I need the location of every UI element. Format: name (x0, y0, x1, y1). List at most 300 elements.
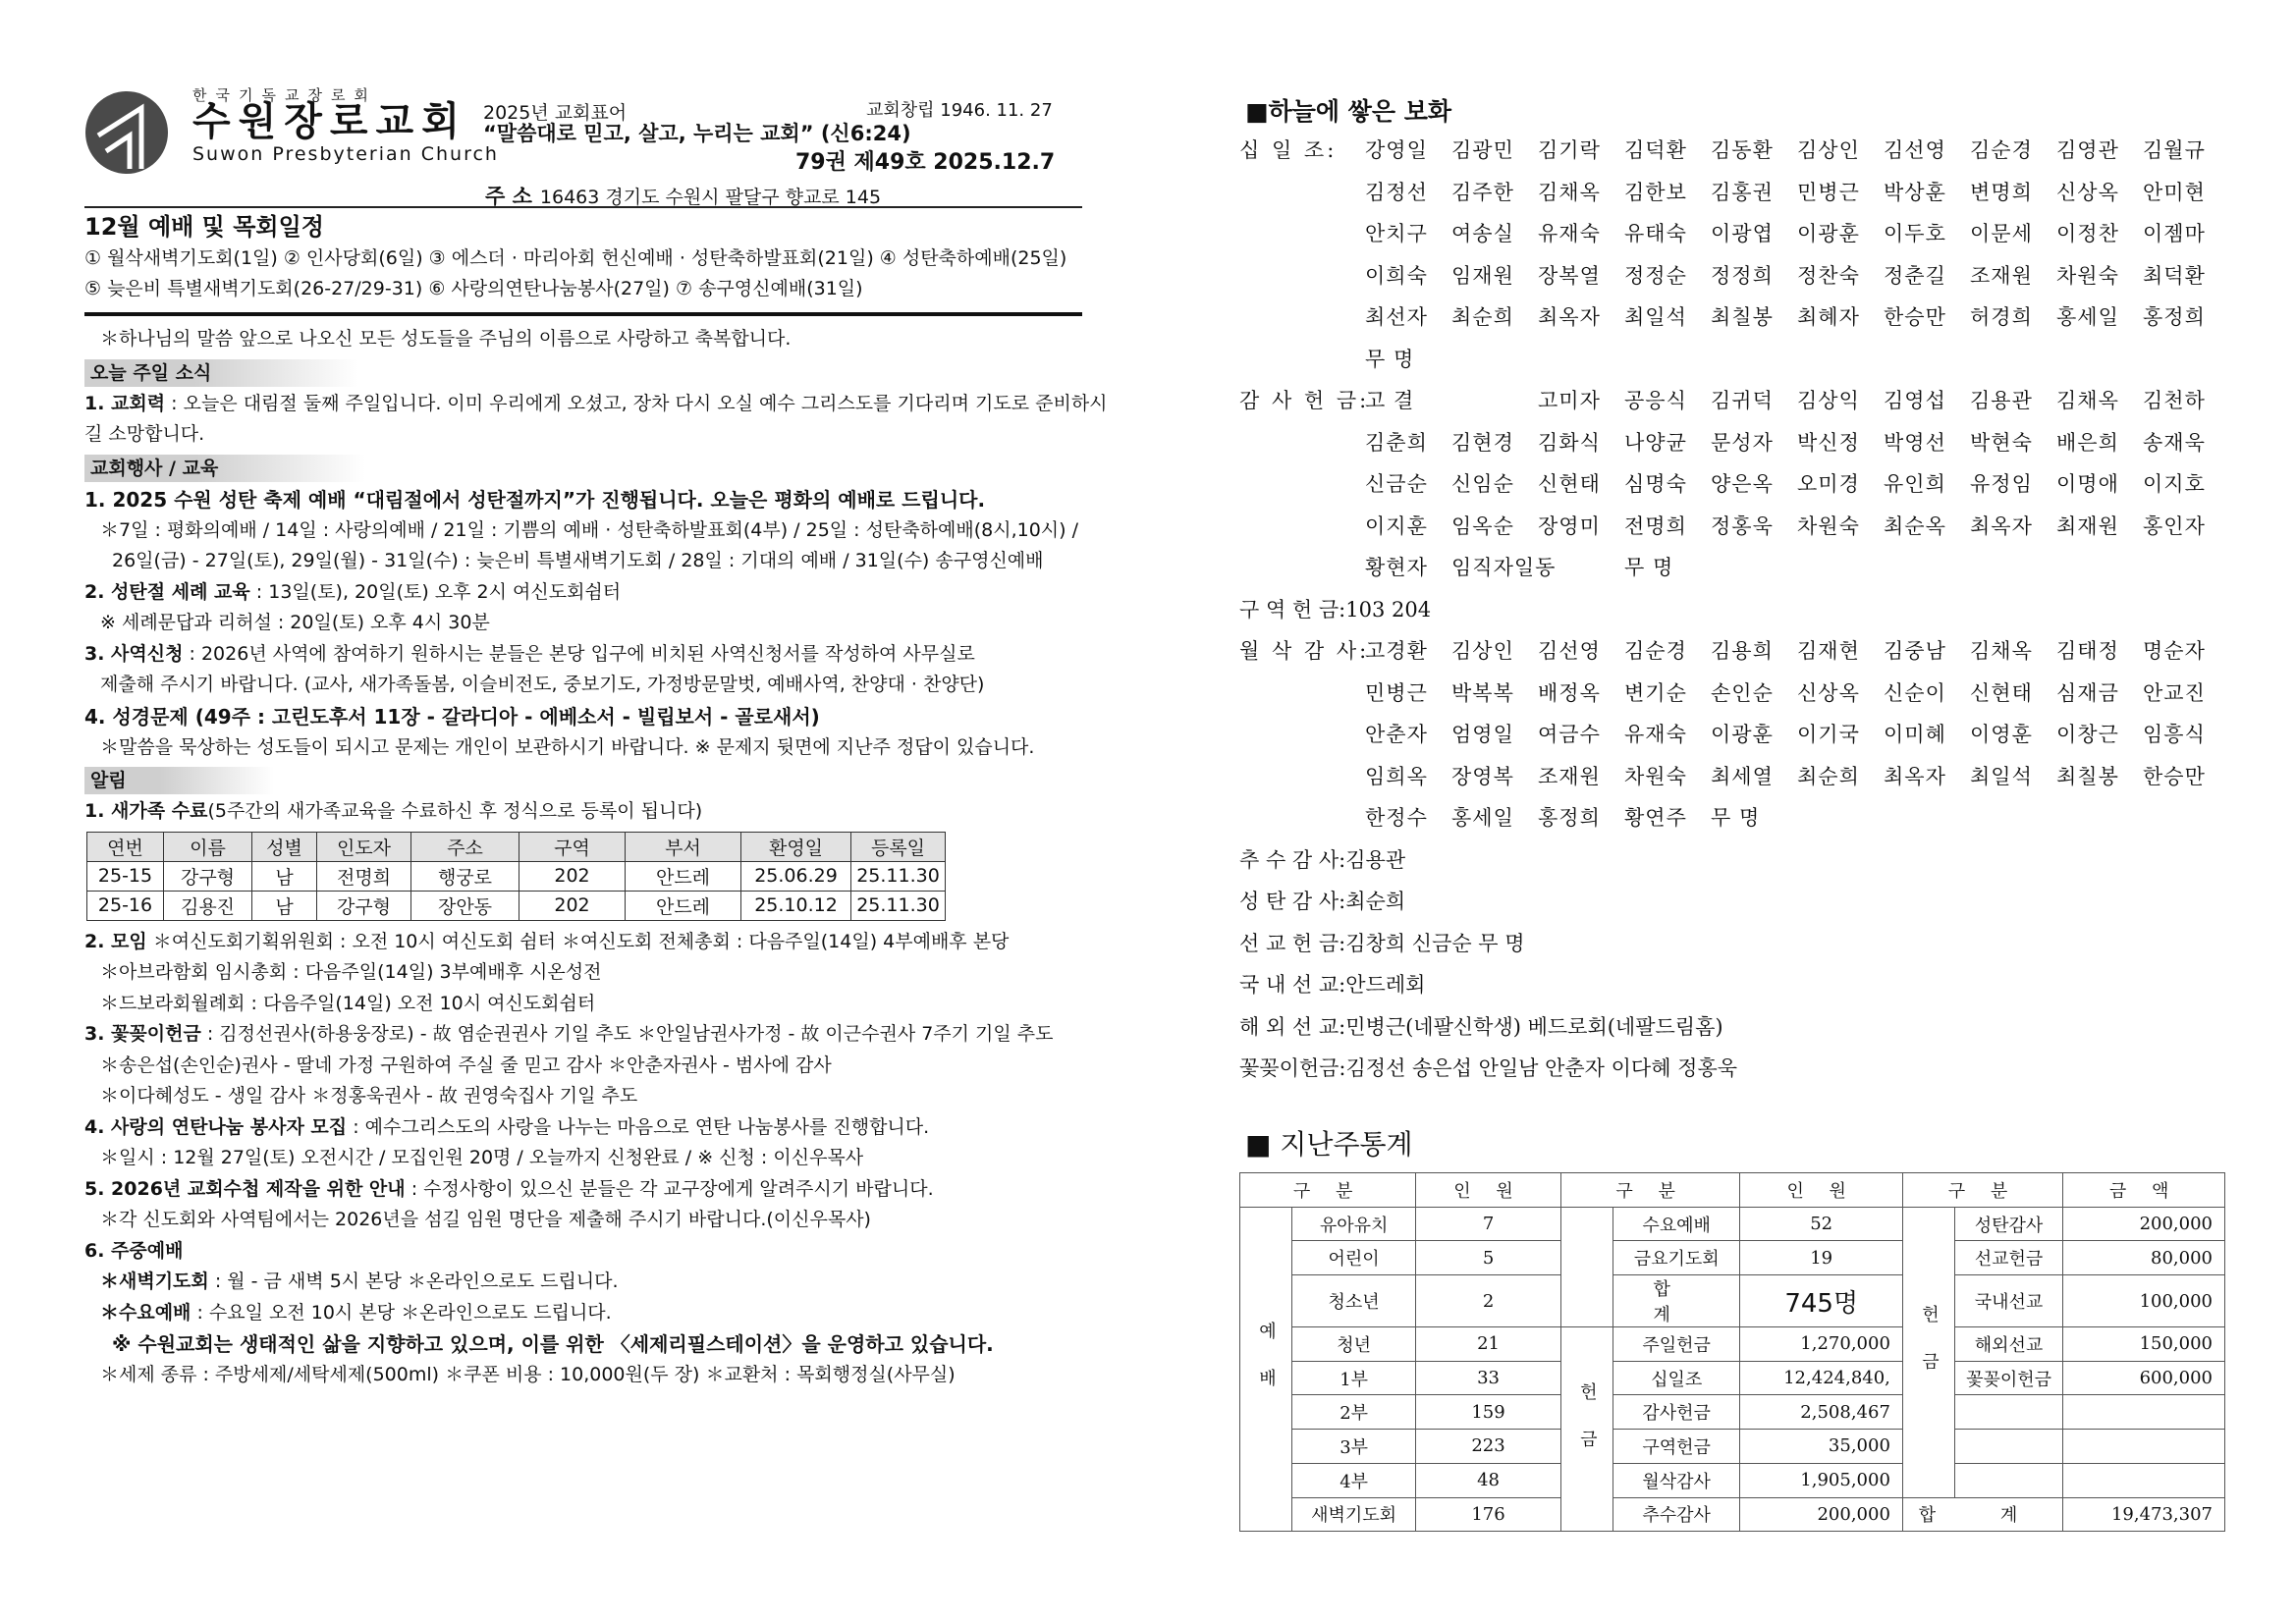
notice-sub (84, 1298, 1082, 1329)
left-page (84, 84, 1108, 1498)
stats-header-row (1240, 1173, 2225, 1208)
stat-value: 1,905,000 (1740, 1463, 1902, 1497)
table-cell: 행궁로 (411, 861, 519, 891)
donor-name: 신현태 (1970, 680, 2033, 705)
donor-name: 김광민 (1451, 138, 1514, 162)
donation-domestic (1239, 964, 2231, 1006)
donor-name: 최옥자 (1970, 514, 2033, 538)
item-label: 5. 2026년 교회수첩 제작을 위한 안내 (84, 1177, 406, 1200)
stat-name: 1부 (1292, 1361, 1416, 1395)
announcements (84, 320, 1108, 1391)
donor-name: 장영복 (1451, 764, 1514, 788)
donation-harvest (1239, 839, 2231, 882)
stat-value: 200,000 (1740, 1497, 1902, 1532)
donation-line: 선 교 헌 금:김창희 신금순 무 명 (1239, 931, 1525, 955)
table-cell: 202 (519, 861, 626, 891)
donor-name: 심재금 (2056, 680, 2119, 705)
donor-name: 신상옥 (2056, 180, 2119, 204)
right-page (1239, 94, 2231, 1528)
table-row (1240, 1395, 2225, 1430)
table-cell: 25-16 (87, 891, 164, 920)
donor-name: 최혜자 (1797, 305, 1860, 329)
donor-name: 이젬마 (2143, 222, 2206, 245)
donation-mission (1239, 923, 2231, 965)
donor-name: 장복열 (1538, 263, 1601, 288)
donor-name: 김기락 (1538, 138, 1601, 162)
stat-name: 합 계 (1613, 1275, 1740, 1327)
donor-name: 양은옥 (1711, 472, 1774, 496)
donor-name: 김정선 (1365, 180, 1428, 204)
stat-value: 159 (1416, 1395, 1561, 1430)
donor-name: 차원숙 (1797, 514, 1860, 538)
table-header: 연번 (87, 832, 164, 861)
notice-sub: 제출해 주시기 바랍니다. (교사, 새가족돌봄, 이슬비전도, 중보기도, 가정방문말벗, 예배사역, 찬양대 · 찬양단) (100, 674, 985, 695)
blessing: ＊하나님의 말씀 앞으로 나오신 모든 성도들을 주님의 이름으로 사랑하고 축복합니다. (100, 328, 792, 350)
stat-value: 1,270,000 (1740, 1327, 1902, 1362)
church-name: 수원장로교회 (192, 99, 467, 144)
donation-flower (1239, 1048, 2231, 1090)
notice-sub: ＊이다혜성도 - 생일 감사 ＊정홍욱권사 - 故 권영숙집사 기일 추도 (100, 1085, 638, 1107)
donor-name: 김선영 (1538, 639, 1601, 663)
donor-name: 김선영 (1884, 138, 1946, 162)
table-header: 성별 (252, 832, 317, 861)
donor-name: 임옥순 (1451, 514, 1514, 538)
header-people: 인 원 (1740, 1173, 1902, 1208)
donor-name: 고미자 (1538, 389, 1601, 412)
table-header: 등록일 (851, 832, 946, 861)
table-header: 부서 (626, 832, 741, 861)
donor-name: 정정희 (1711, 263, 1774, 288)
donor-name: 배정옥 (1538, 680, 1601, 705)
notice-item (84, 927, 1082, 958)
donor-name: 김채옥 (2056, 389, 2119, 412)
table-row (1240, 1241, 2225, 1275)
donation-line: 추 수 감 사:김용관 (1239, 847, 1406, 872)
donor-name: 김월규 (2143, 138, 2206, 162)
donor-name: 최세열 (1711, 764, 1774, 788)
donor-name: 신현태 (1538, 472, 1601, 496)
donor-name: 신상옥 (1797, 680, 1860, 705)
empty-cell (1954, 1463, 2062, 1497)
name-list (1365, 630, 2229, 839)
donor-name: 차원숙 (2056, 263, 2119, 288)
table-header: 인도자 (317, 832, 411, 861)
donor-name: 안치구 (1365, 222, 1428, 245)
table-cell: 25-15 (87, 861, 164, 891)
notice-cont: 길 소망합니다. (84, 423, 205, 445)
donor-name: 이두호 (1884, 222, 1946, 245)
donation-overseas (1239, 1006, 2231, 1049)
founded-date: 교회창립 1946. 11. 27 (866, 100, 1053, 121)
motto-label: 2025년 교회표어 (483, 102, 628, 124)
notice-sub: ＊세제 종류 : 주방세제/세탁세제(500ml) ＊쿠폰 비용 : 10,000원(두 장) ＊교환처 : 목회행정실(사무실) (100, 1364, 956, 1385)
donor-name: 신순이 (1884, 680, 1946, 705)
table-row (1240, 1275, 2225, 1327)
address-label: 주 소 (485, 185, 532, 208)
stat-value: 35,000 (1740, 1430, 1902, 1464)
donor-name: 최일석 (1970, 764, 2033, 788)
stat-total-label: 합 계 (1902, 1497, 2062, 1532)
table-cell: 25.10.12 (741, 891, 851, 920)
notice-sub: ＊각 신도회와 사역팀에서는 2026년을 섬길 임원 명단을 제출해 주시기 바랍니다.(이신우목사) (100, 1209, 871, 1230)
donor-name: 임흥식 (2143, 723, 2206, 746)
notice-item: 1. 2025 수원 성탄 축제 예배 “대림절에서 성탄절까지”가 진행됩니다. 오늘은 평화의 예배로 드립니다. (84, 487, 986, 512)
donor-name: 김채옥 (1970, 639, 2033, 663)
donor-name: 유인희 (1884, 472, 1946, 496)
donor-name: 이광엽 (1711, 222, 1774, 245)
donor-name: 김태정 (2056, 639, 2119, 663)
notice-sub: ※ 수원교회는 생태적인 삶을 지향하고 있으며, 이를 위한 〈세제리필스테이션〉을 운영하고 있습니다. (112, 1332, 994, 1356)
donor-name: 최순희 (1797, 764, 1860, 788)
donor-name: 오미경 (1797, 472, 1860, 496)
empty-cell (2063, 1463, 2225, 1497)
stat-name: 3부 (1292, 1430, 1416, 1464)
donor-name: 문성자 (1711, 430, 1774, 455)
donor-name: 김상익 (1797, 389, 1860, 412)
donor-name: 송재욱 (2143, 430, 2206, 455)
donor-name: 신금순 (1365, 472, 1428, 496)
donation-label: 월 삭 감 사: (1239, 639, 1370, 663)
notice-item (84, 639, 1082, 671)
item-text: (5주간의 새가족교육을 수료하신 후 정식으로 등록이 됩니다) (207, 800, 703, 822)
donor-name: 고경환 (1365, 639, 1428, 663)
donor-name: 최칠봉 (1711, 305, 1774, 329)
donor-name: 최칠봉 (2056, 764, 2119, 788)
donor-name: 나양균 (1624, 430, 1687, 455)
stat-name: 감사헌금 (1613, 1395, 1740, 1430)
donor-name: 홍정희 (2143, 305, 2206, 329)
donor-name: 임희옥 (1365, 764, 1428, 788)
donor-name: 장영미 (1538, 514, 1601, 538)
donor-name: 황연주 (1624, 806, 1687, 830)
donor-name: 임재원 (1451, 263, 1514, 288)
donor-name: 차원숙 (1624, 764, 1687, 788)
donor-name: 한승만 (2143, 764, 2206, 788)
donation-label: 감 사 헌 금: (1239, 389, 1370, 412)
donor-name: 김주한 (1451, 180, 1514, 204)
notice-item (84, 389, 1108, 420)
donor-name: 공응식 (1624, 389, 1687, 412)
offering-label: 헌금 (1902, 1207, 1954, 1497)
donor-name: 신임순 (1451, 472, 1514, 496)
stat-value: 223 (1416, 1430, 1561, 1464)
donor-name: 최재원 (2056, 514, 2119, 538)
divider (84, 206, 1082, 208)
donor-name: 허경희 (1970, 305, 2033, 329)
schedule (84, 210, 1082, 304)
section-header-today: 오늘 주일 소식 (84, 359, 358, 387)
notice-sub: ＊아브라함회 임시총회 : 다음주일(14일) 3부예배후 시온성전 (100, 961, 602, 983)
donor-name: 김순경 (1624, 639, 1687, 663)
donor-name: 김귀덕 (1711, 389, 1774, 412)
table-cell: 강구형 (317, 891, 411, 920)
table-row (1240, 1327, 2225, 1362)
notice-sub: ＊송은섭(손인순)권사 - 딸네 가정 구원하여 주실 줄 믿고 감사 ＊안춘자권사 - 범사에 감사 (100, 1054, 832, 1076)
schedule-line: ① 월삭새벽기도회(1일) ② 인사당회(6일) ③ 에스더 · 마리아회 헌신예배 · 성탄축하발표회(21일) ④ 성탄축하예배(25일) (84, 247, 1067, 269)
table-row (1240, 1430, 2225, 1464)
empty-cell (2063, 1430, 2225, 1464)
item-label: 2. 모임 (84, 930, 147, 952)
donor-name: 김영관 (2056, 138, 2119, 162)
table-cell: 202 (519, 891, 626, 920)
donor-name: 박영선 (1884, 430, 1946, 455)
donor-name: 유태숙 (1624, 222, 1687, 245)
donor-name: 이미혜 (1884, 723, 1946, 746)
item-label: 1. 교회력 (84, 392, 166, 414)
donor-name: 김홍권 (1711, 180, 1774, 204)
donor-name: 김화식 (1538, 430, 1601, 455)
stat-value: 48 (1416, 1463, 1561, 1497)
donor-name: 고 결 (1365, 389, 1415, 412)
donor-name: 최일석 (1624, 305, 1687, 329)
stat-value: 150,000 (2063, 1327, 2225, 1362)
item-label: 3. 꽃꽂이헌금 (84, 1023, 201, 1045)
donation-line: 꽃꽂이헌금:김정선 송은섭 안일남 안춘자 이다혜 정홍욱 (1239, 1056, 1738, 1080)
donor-name: 유재숙 (1538, 222, 1601, 245)
table-row (1240, 1497, 2225, 1532)
donor-name: 김채옥 (1538, 180, 1601, 204)
notice-sub: 26일(금) - 27일(토), 29일(월) - 31일(수) : 늦은비 특별새벽기도회 / 28일 : 기대의 예배 / 31일(수) 송구영신예배 (112, 550, 1044, 571)
donor-name: 김중남 (1884, 639, 1946, 663)
item-label: 6. 주중예배 (84, 1239, 184, 1262)
table-cell: 남 (252, 861, 317, 891)
schedule-title: 12월 예배 및 목회일정 (84, 213, 324, 241)
donor-name: 이광훈 (1711, 723, 1774, 746)
volume-issue: 79권 제49호 2025.12.7 (795, 150, 1056, 175)
donor-name: 이창근 (2056, 723, 2119, 746)
stat-name: 국내선교 (1954, 1275, 2062, 1327)
table-row (87, 891, 946, 920)
stat-name: 해외선교 (1954, 1327, 2062, 1362)
donor-name: 정홍욱 (1711, 514, 1774, 538)
donor-name: 김춘희 (1365, 430, 1428, 455)
table-header: 구역 (519, 832, 626, 861)
donor-name: 엄영일 (1451, 723, 1514, 746)
donor-name: 유재숙 (1624, 723, 1687, 746)
notice-sub: ＊7일 : 평화의예배 / 14일 : 사랑의예배 / 21일 : 기쁨의 예배 · 성탄축하발표회(4부) / 25일 : 성탄축하예배(8시,10시) / (100, 518, 1079, 541)
notice-sub: ※ 세례문답과 리허설 : 20일(토) 오후 4시 30분 (100, 612, 490, 633)
table-header: 이름 (164, 832, 252, 861)
schedule-line: ⑤ 늦은비 특별새벽기도회(26-27/29-31) ⑥ 사랑의연탄나눔봉사(27일) ⑦ 송구영신예배(31일) (84, 278, 863, 299)
item-label: ＊새벽기도회 (100, 1271, 209, 1292)
table-cell: 25.11.30 (851, 891, 946, 920)
table-cell: 안드레 (626, 861, 741, 891)
table-header: 환영일 (741, 832, 851, 861)
item-label: 2. 성탄절 세례 교육 (84, 580, 250, 603)
donor-name: 이명애 (2056, 472, 2119, 496)
table-cell: 강구형 (164, 861, 252, 891)
donor-name: 임직자일동 (1451, 556, 1557, 579)
donor-name: 이희숙 (1365, 263, 1428, 288)
donor-name: 김상인 (1797, 138, 1860, 162)
offering-label: 헌금 (1560, 1327, 1613, 1532)
donor-name: 조재원 (1970, 263, 2033, 288)
empty-cell (2063, 1395, 2225, 1430)
donor-name: 박복복 (1451, 680, 1514, 705)
donor-name: 최순옥 (1884, 514, 1946, 538)
donor-name: 이광훈 (1797, 222, 1860, 245)
item-text: ＊여신도회기획위원회 : 오전 10시 여신도회 쉼터 ＊여신도회 전체총회 : 다음주일(14일) 4부예배후 본당 (146, 930, 1010, 952)
donor-name: 김재현 (1797, 639, 1860, 663)
donor-name: 정찬숙 (1797, 263, 1860, 288)
donor-name: 김한보 (1624, 180, 1687, 204)
item-label: 4. 사랑의 연탄나눔 봉사자 모집 (84, 1115, 348, 1138)
donor-name: 여송실 (1451, 222, 1514, 245)
table-cell: 전명희 (317, 861, 411, 891)
item-label: 1. 새가족 수료 (84, 800, 208, 822)
stats-title: ■ 지난주통계 (1245, 1128, 1413, 1161)
motto: “말씀대로 믿고, 살고, 누리는 교회” (신6:24) (483, 122, 911, 145)
donor-name: 강영일 (1365, 138, 1428, 162)
stat-name: 청소년 (1292, 1275, 1416, 1327)
item-label: 3. 사역신청 (84, 642, 184, 665)
table-row (1240, 1463, 2225, 1497)
item-text: : 2026년 사역에 참여하기 원하시는 분들은 본당 입구에 비치된 사역신청서를 작성하여 사무실로 (183, 642, 975, 665)
donor-name: 변기순 (1624, 680, 1687, 705)
donation-group-monthly (1239, 630, 2231, 839)
stat-value: 7 (1416, 1207, 1561, 1241)
donor-name: 정춘길 (1884, 263, 1946, 288)
stat-name: 수요예배 (1613, 1207, 1740, 1241)
new-family-table (86, 832, 946, 921)
donation-group-tithe (1239, 130, 2231, 380)
header-people: 인 원 (1416, 1173, 1561, 1208)
donor-name: 유정임 (1970, 472, 2033, 496)
stat-name: 주일헌금 (1613, 1327, 1740, 1362)
notice-sub: ＊일시 : 12월 27일(토) 오전시간 / 모집인원 20명 / 오늘까지 신청완료 / ※ 신청 : 이신우목사 (100, 1147, 864, 1168)
stat-total: 745명 (1740, 1275, 1902, 1327)
table-cell: 장안동 (411, 891, 519, 920)
stat-name: 구역헌금 (1613, 1430, 1740, 1464)
stat-value: 5 (1416, 1241, 1561, 1275)
donor-name: 조재원 (1538, 764, 1601, 788)
name-list (1365, 130, 2229, 380)
donor-name: 안미현 (2143, 180, 2206, 204)
table-row (1240, 1207, 2225, 1241)
stat-name: 십일조 (1613, 1361, 1740, 1395)
stat-value: 2 (1416, 1275, 1561, 1327)
donor-name: 변명희 (1970, 180, 2033, 204)
donor-name: 이문세 (1970, 222, 2033, 245)
donor-name: 무 명 (1711, 806, 1761, 830)
empty-cell (1954, 1430, 2062, 1464)
donation-line: 성 탄 감 사:최순희 (1239, 890, 1406, 913)
empty-cell (1560, 1207, 1613, 1326)
donor-name: 여금수 (1538, 723, 1601, 746)
donation-line: 구 역 헌 금:103 204 (1239, 597, 1432, 622)
donor-name: 박신정 (1797, 430, 1860, 455)
item-text: : 13일(토), 20일(토) 오후 2시 여신도회쉼터 (249, 580, 622, 603)
stat-name: 꽃꽂이헌금 (1954, 1361, 2062, 1395)
notice-sub (84, 1267, 1082, 1298)
donor-name: 이지훈 (1365, 514, 1428, 538)
stat-value: 33 (1416, 1361, 1561, 1395)
church-name-en: Suwon Presbyterian Church (192, 143, 499, 165)
donor-name: 홍세일 (1451, 806, 1514, 830)
item-text: : 월 - 금 새벽 5시 본당 ＊온라인으로도 드립니다. (208, 1271, 619, 1292)
stat-name: 2부 (1292, 1395, 1416, 1430)
donor-name: 김상인 (1451, 639, 1514, 663)
section-header-events: 교회행사 / 교육 (84, 455, 365, 482)
header-division: 구 분 (1560, 1173, 1740, 1208)
stat-name: 월삭감사 (1613, 1463, 1740, 1497)
notice-item (84, 1174, 1082, 1206)
donor-name: 김순경 (1970, 138, 2033, 162)
notice-item (84, 577, 1082, 609)
donor-name: 최옥자 (1884, 764, 1946, 788)
donation-group-thanks (1239, 380, 2231, 589)
stat-name: 금요기도회 (1613, 1241, 1740, 1275)
donor-name: 이영훈 (1970, 723, 2033, 746)
donor-name: 민병근 (1797, 180, 1860, 204)
donor-name: 심명숙 (1624, 472, 1687, 496)
stat-value: 21 (1416, 1327, 1561, 1362)
header-division: 구 분 (1902, 1173, 2062, 1208)
table-header-row (87, 832, 946, 861)
stat-value: 19 (1740, 1241, 1902, 1275)
stat-value: 12,424,840, (1740, 1361, 1902, 1395)
donation-christmas (1239, 881, 2231, 923)
address-text: 16463 경기도 수원시 팔달구 향교로 145 (539, 187, 882, 208)
donor-name: 홍정희 (1538, 806, 1601, 830)
notice-item (84, 1112, 1082, 1144)
stat-value: 600,000 (2063, 1361, 2225, 1395)
donor-name: 최선자 (1365, 305, 1428, 329)
donor-name: 홍인자 (2143, 514, 2206, 538)
donor-name: 손인순 (1711, 680, 1774, 705)
donor-name: 홍세일 (2056, 305, 2119, 329)
donor-name: 이기국 (1797, 723, 1860, 746)
donor-name: 안춘자 (1365, 723, 1428, 746)
item-text: : 수정사항이 있으신 분들은 각 교구장에게 알려주시기 바랍니다. (405, 1177, 934, 1200)
stat-value: 100,000 (2063, 1275, 2225, 1327)
donation-label: 십 일 조: (1239, 138, 1338, 162)
donor-name: 배은희 (2056, 430, 2119, 455)
table-cell: 25.11.30 (851, 861, 946, 891)
item-label: ＊수요예배 (100, 1301, 191, 1324)
stat-value: 2,508,467 (1740, 1395, 1902, 1430)
stat-name: 추수감사 (1613, 1497, 1740, 1532)
denomination: 한국기독교장로회 (192, 86, 377, 104)
empty-cell (1954, 1395, 2062, 1430)
donor-name: 김현경 (1451, 430, 1514, 455)
item-text: : 김정선권사(하용웅장로) - 故 염순권권사 기일 추도 ＊안일남권사가정 - 故 이근수권사 7주기 기일 추도 (200, 1023, 1054, 1045)
stat-name: 4부 (1292, 1463, 1416, 1497)
donor-name: 박현숙 (1970, 430, 2033, 455)
donor-name: 무 명 (1624, 556, 1674, 579)
donation-district (1239, 589, 2231, 631)
donor-name: 이지호 (2143, 472, 2206, 496)
donor-name: 김영섭 (1884, 389, 1946, 412)
notice-item (84, 796, 1082, 828)
donation-line: 국 내 선 교:안드레회 (1239, 973, 1426, 997)
stat-value: 80,000 (2063, 1241, 2225, 1275)
donation-line: 해 외 선 교:민병근(네팔신학생) 베드로회(네팔드림홈) (1239, 1014, 1723, 1039)
header-amount: 금 액 (2063, 1173, 2225, 1208)
donor-name: 한정수 (1365, 806, 1428, 830)
donor-name: 한승만 (1884, 305, 1946, 329)
table-cell: 25.06.29 (741, 861, 851, 891)
donor-name: 최순희 (1451, 305, 1514, 329)
stat-name: 성탄감사 (1954, 1207, 2062, 1241)
item-text: : 수요일 오전 10시 본당 ＊온라인으로도 드립니다. (191, 1301, 612, 1324)
donor-name: 명순자 (2143, 639, 2206, 663)
stat-name: 새벽기도회 (1292, 1497, 1416, 1532)
donor-name: 무 명 (1365, 347, 1415, 371)
donor-name: 김동환 (1711, 138, 1774, 162)
donor-name: 김덕환 (1624, 138, 1687, 162)
worship-label: 예배 (1240, 1207, 1292, 1532)
